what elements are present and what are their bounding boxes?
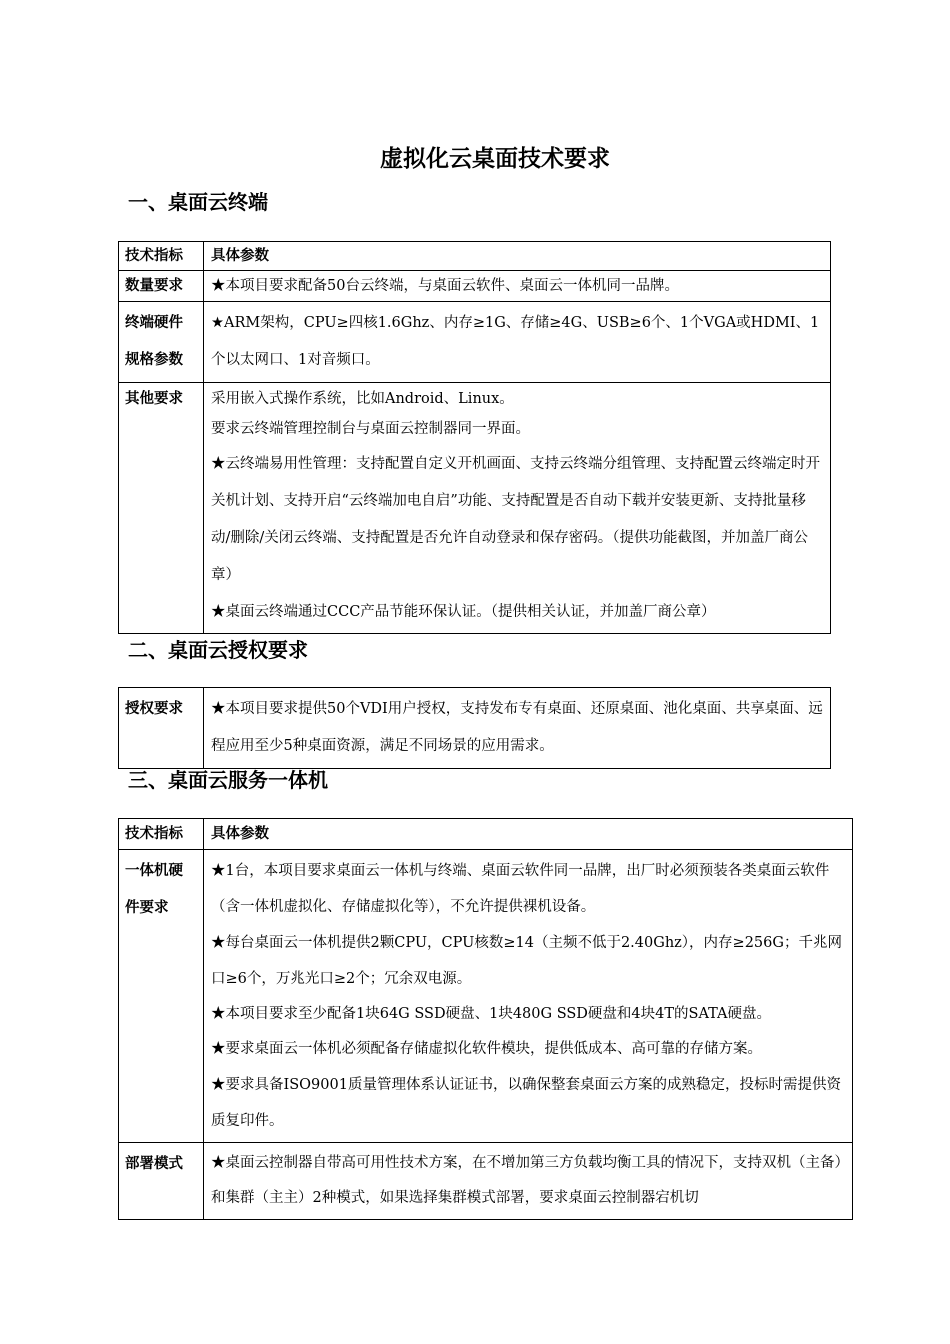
paragraph: ★要求桌面云一体机必须配备存储虚拟化软件模块，提供低成本、高可靠的存储方案。 — [211, 1041, 762, 1057]
table-header-row — [119, 819, 853, 850]
row-key: 部署模式 — [119, 1143, 204, 1220]
paragraph: ★本项目要求至少配备1块64G SSD硬盘、1块480G SSD硬盘和4块4T的SATA硬盘。 — [211, 1006, 772, 1022]
table-row — [119, 302, 831, 383]
table-row — [119, 1143, 853, 1220]
paragraph: ★云终端易用性管理：支持配置自定义开机画面、支持云终端分组管理、支持配置云终端定时开关机计划、支持开启“云终端加电自启”功能、支持配置是否自动下载并安装更新、支持批量移动/删除/关闭云终端、支持配置是否允许自动登录和保存密码。（提供功能截图，并加盖厂商公章） — [211, 456, 820, 583]
row-key: 一体机硬件要求 — [119, 850, 204, 1143]
paragraph: 要求云终端管理控制台与桌面云控制器同一界面。 — [211, 421, 530, 437]
section-heading-server: 三、桌面云服务一体机 — [128, 768, 328, 792]
paragraph: ★桌面云终端通过CCC产品节能环保认证。（提供相关认证，并加盖厂商公章） — [211, 604, 716, 620]
row-value: ★ARM架构，CPU≥四核1.6Ghz、内存≥1G、存储≥4G、USB≥6个、1个VGA或HDMI、1个以太网口、1对音频口。 — [204, 302, 831, 383]
header-cell-params: 具体参数 — [204, 242, 831, 271]
table-row — [119, 383, 831, 634]
row-key: 其他要求 — [119, 383, 204, 634]
header-cell-indicator: 技术指标 — [119, 242, 204, 271]
header-cell-indicator: 技术指标 — [119, 819, 204, 850]
header-cell-params: 具体参数 — [204, 819, 853, 850]
table-header-row — [119, 242, 831, 271]
table-row — [119, 271, 831, 302]
terminal-spec-table — [118, 241, 831, 634]
row-key: 授权要求 — [119, 688, 204, 769]
row-value — [204, 383, 831, 634]
row-key: 数量要求 — [119, 271, 204, 302]
page-title: 虚拟化云桌面技术要求 — [380, 146, 610, 172]
row-value: ★桌面云控制器自带高可用性技术方案，在不增加第三方负载均衡工具的情况下，支持双机（主备）和集群（主主）2种模式，如果选择集群模式部署，要求桌面云控制器宕机切 — [204, 1143, 853, 1220]
paragraph: 采用嵌入式操作系统，比如Android、Linux。 — [211, 391, 514, 407]
row-key: 终端硬件规格参数 — [119, 302, 204, 383]
row-value — [204, 850, 853, 1143]
paragraph: ★每台桌面云一体机提供2颗CPU，CPU核数≥14（主频不低于2.40Ghz），内存≥256G；千兆网口≥6个，万兆光口≥2个；冗余双电源。 — [211, 935, 842, 987]
paragraph: ★要求具备ISO9001质量管理体系认证证书，以确保整套桌面云方案的成熟稳定，投标时需提供资质复印件。 — [211, 1077, 841, 1129]
row-value: ★本项目要求配备50台云终端，与桌面云软件、桌面云一体机同一品牌。 — [204, 271, 831, 302]
license-table — [118, 687, 831, 769]
table-row — [119, 850, 853, 1143]
row-value: ★本项目要求提供50个VDI用户授权，支持发布专有桌面、还原桌面、池化桌面、共享桌面、远程应用至少5种桌面资源，满足不同场景的应用需求。 — [204, 688, 831, 769]
section-heading-license: 二、桌面云授权要求 — [128, 638, 308, 662]
server-spec-table — [118, 818, 853, 1220]
table-row — [119, 688, 831, 769]
paragraph: ★1台，本项目要求桌面云一体机与终端、桌面云软件同一品牌，出厂时必须预装各类桌面云软件（含一体机虚拟化、存储虚拟化等），不允许提供裸机设备。 — [211, 863, 830, 915]
section-heading-terminal: 一、桌面云终端 — [128, 190, 268, 214]
